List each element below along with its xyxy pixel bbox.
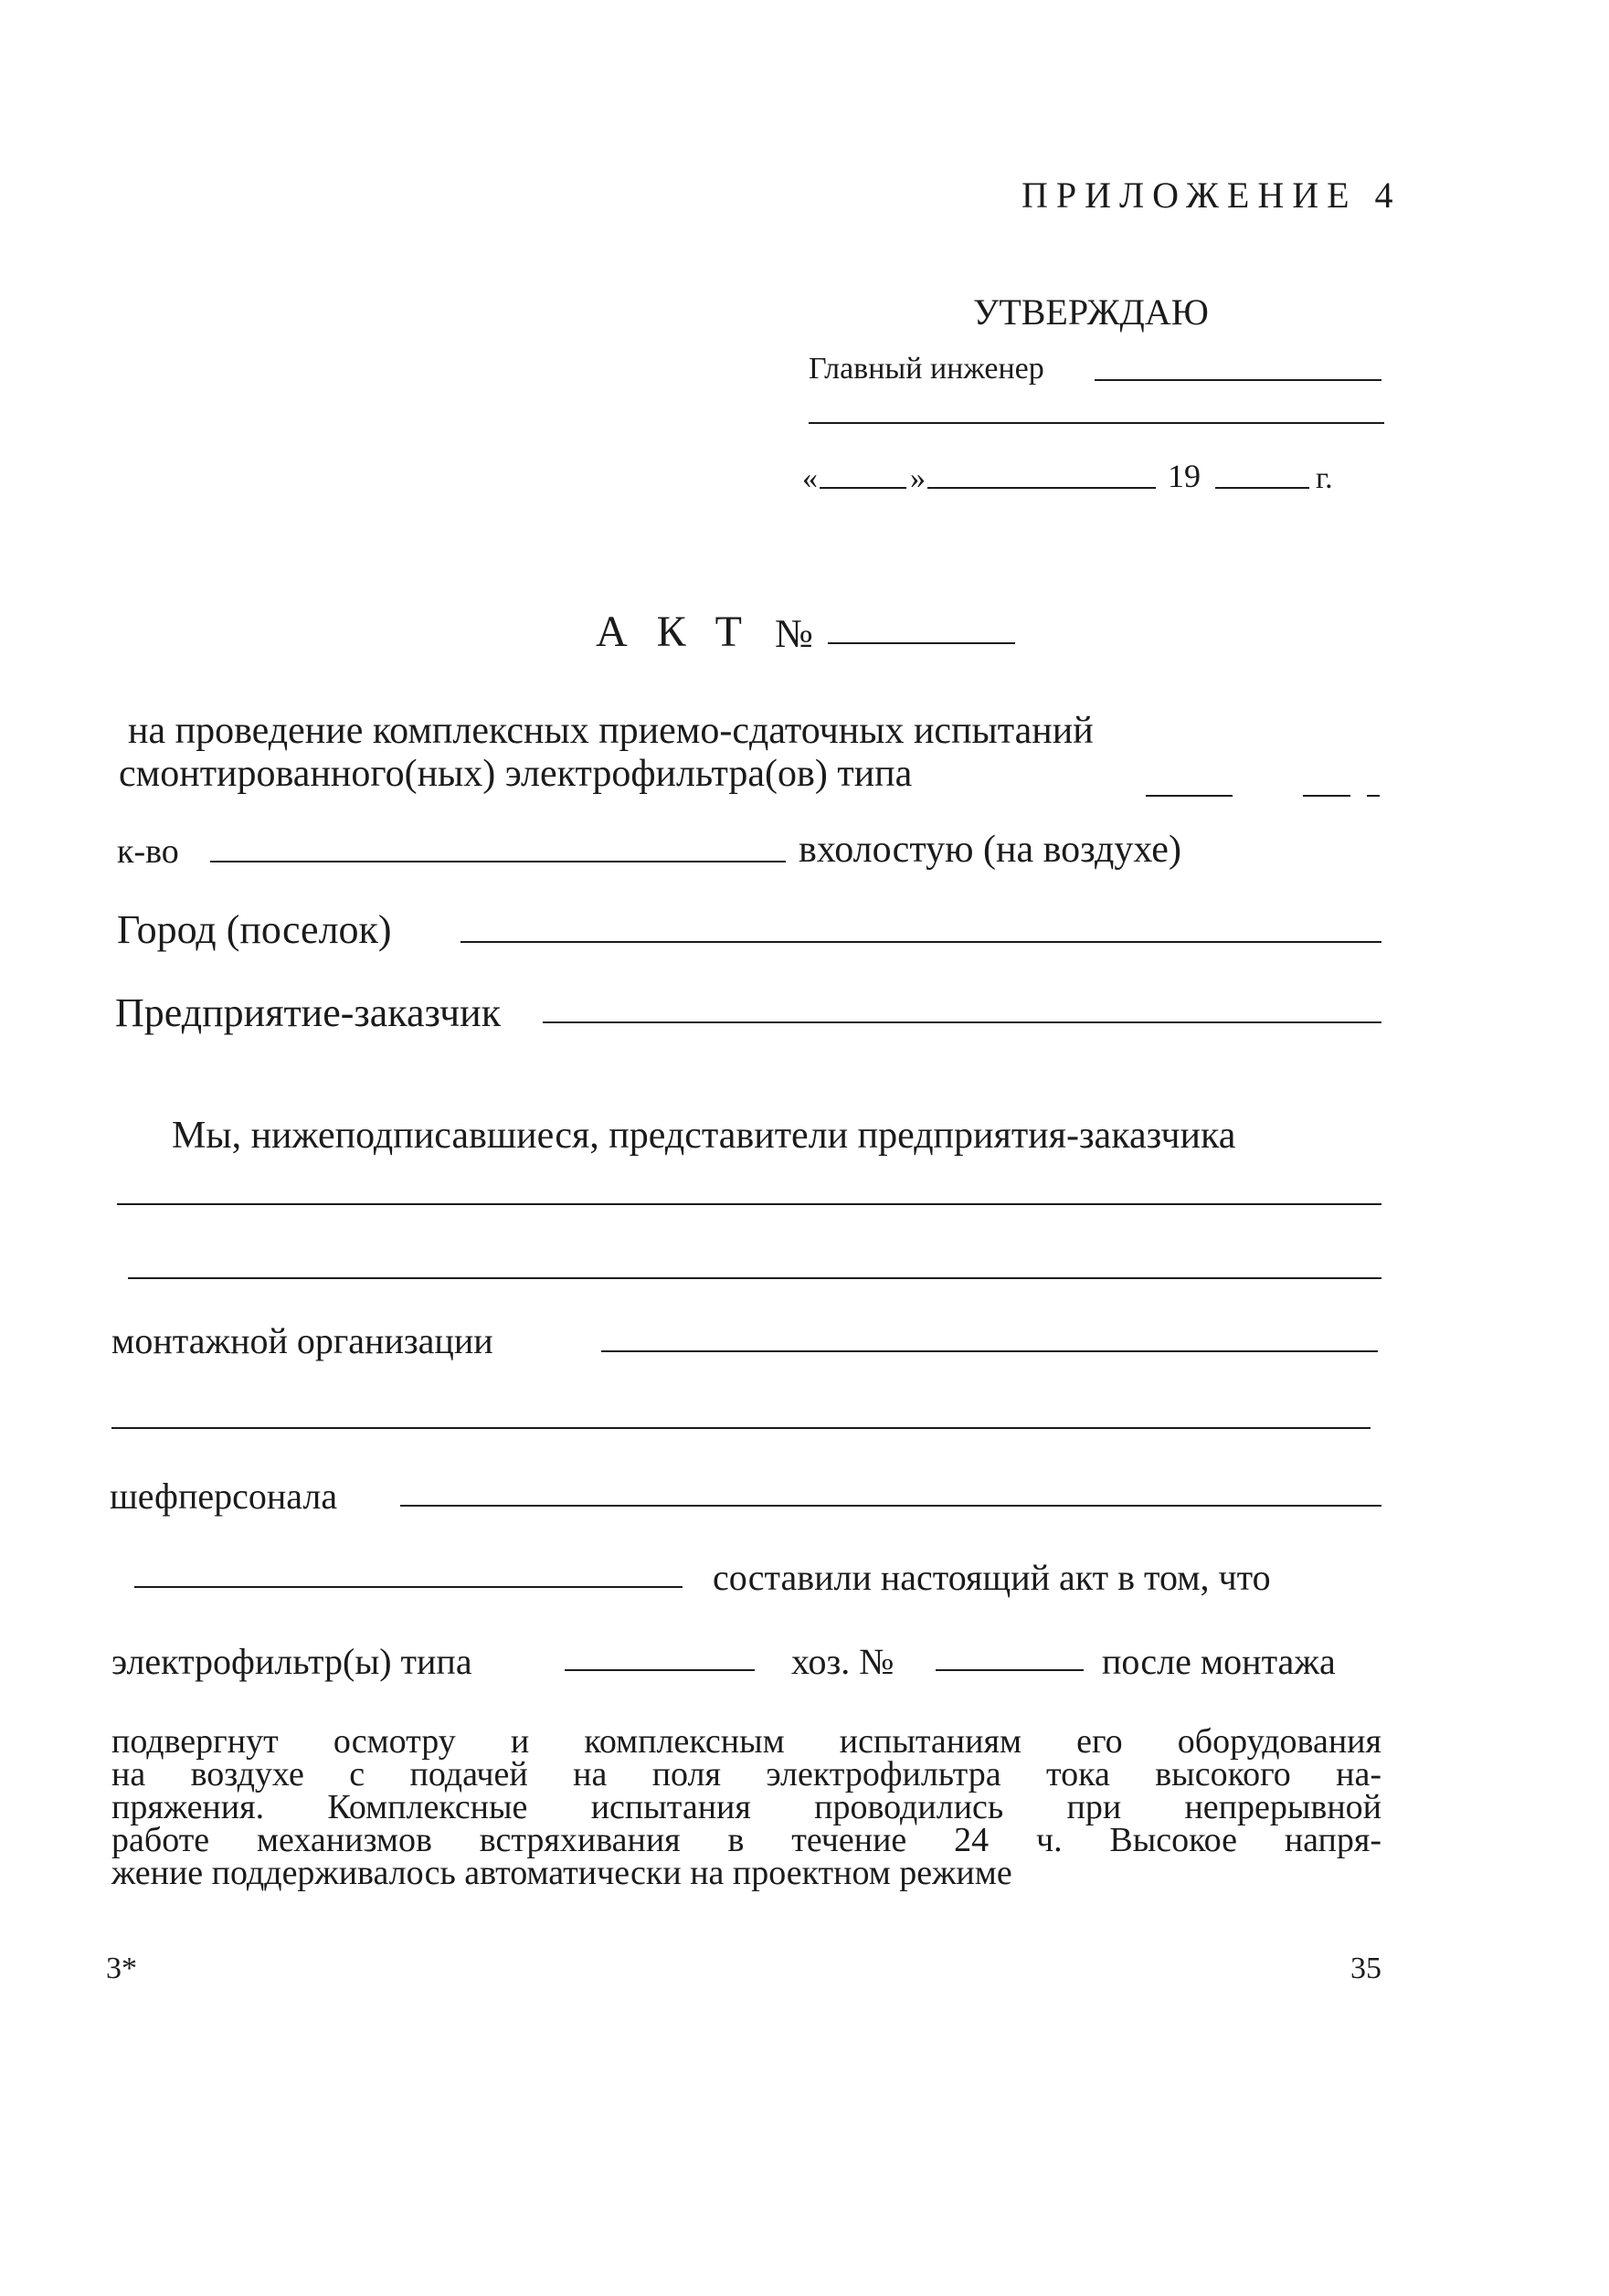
- chief-engineer-signature-line[interactable]: [1095, 379, 1381, 381]
- paragraph-line: пряжения. Комплексные испытания проводились при непрерывной: [111, 1788, 1381, 1826]
- customer-rep-line-2[interactable]: [128, 1277, 1381, 1279]
- paragraph-line: подвергнут осмотру и комплексным испытаниям его оборудования: [111, 1722, 1381, 1761]
- filter-type-label: электрофильтр(ы) типа: [111, 1641, 472, 1682]
- date-quote-open: «: [802, 461, 818, 495]
- paragraph-line: жение поддерживалось автоматически на проектном режиме: [111, 1854, 1012, 1892]
- installation-org-label: монтажной организации: [111, 1320, 493, 1361]
- idle-mode-label: вхолостую (на воздухе): [799, 829, 1181, 871]
- city-label: Город (поселок): [117, 907, 392, 952]
- filter-type-line-a[interactable]: [1146, 795, 1233, 797]
- act-title: А К Т: [596, 608, 751, 656]
- paragraph-line: на воздухе с подачей на поля электрофильтра тока высокого на-: [111, 1755, 1381, 1793]
- subtitle-line-1: на проведение комплексных приемо-сдаточных испытаний: [128, 710, 1094, 752]
- installation-org-line-2[interactable]: [111, 1427, 1371, 1429]
- customer-line[interactable]: [543, 1021, 1381, 1023]
- installation-org-line-1[interactable]: [601, 1350, 1378, 1352]
- filter-type-value-line[interactable]: [565, 1669, 755, 1671]
- signature-mark: 3*: [106, 1952, 137, 1985]
- approve-heading: УТВЕРЖДАЮ: [973, 291, 1209, 333]
- inventory-number-label: хоз. №: [791, 1641, 894, 1682]
- chief-engineer-name-line[interactable]: [809, 422, 1384, 424]
- city-line[interactable]: [460, 941, 1381, 943]
- representatives-intro: Мы, нижеподписавшиеся, представители предприятия-заказчика: [172, 1115, 1236, 1157]
- paragraph-line: работе механизмов встряхивания в течение 24 ч. Высокое напря-: [111, 1821, 1381, 1859]
- customer-rep-line-1[interactable]: [117, 1203, 1381, 1205]
- chief-staff-line-1[interactable]: [400, 1505, 1381, 1507]
- act-number-sign: №: [775, 611, 813, 656]
- compiled-statement: составили настоящий акт в том, что: [713, 1557, 1271, 1598]
- date-day-line[interactable]: [820, 487, 906, 489]
- filter-type-line-c[interactable]: [1367, 795, 1380, 797]
- date-month-line[interactable]: [927, 487, 1156, 489]
- after-installation-label: после монтажа: [1102, 1641, 1336, 1682]
- date-year-suffix: г.: [1316, 461, 1333, 495]
- chief-staff-line-2[interactable]: [134, 1586, 683, 1588]
- date-year-line[interactable]: [1215, 487, 1309, 489]
- test-description-paragraph: [111, 1722, 1381, 1892]
- subtitle-line-2: смонтированного(ных) электрофильтра(ов) типа: [119, 753, 913, 795]
- inventory-number-line[interactable]: [936, 1669, 1084, 1671]
- date-quote-close: »: [910, 461, 926, 495]
- quantity-label: к-во: [117, 832, 179, 871]
- chief-staff-label: шефперсонала: [110, 1476, 338, 1517]
- filter-type-line-b[interactable]: [1303, 795, 1350, 797]
- date-year-prefix: 19: [1168, 458, 1201, 494]
- act-number-line[interactable]: [828, 642, 1015, 644]
- customer-label: Предприятие-заказчик: [115, 990, 502, 1035]
- chief-engineer-label: Главный инженер: [809, 352, 1044, 386]
- quantity-line[interactable]: [210, 861, 786, 862]
- appendix-label: ПРИЛОЖЕНИЕ 4: [1022, 175, 1402, 216]
- page-number: 35: [1350, 1952, 1381, 1985]
